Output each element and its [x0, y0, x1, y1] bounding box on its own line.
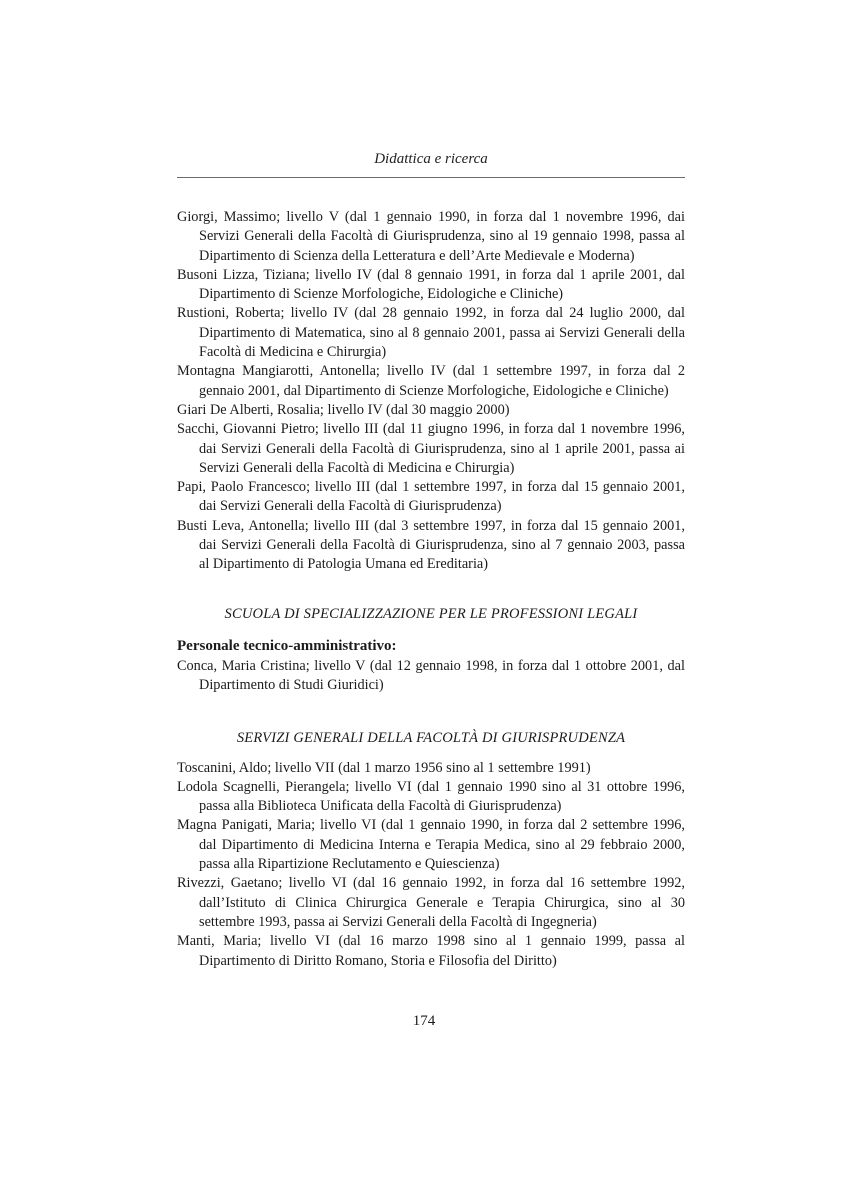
- personnel-list-main: [177, 208, 685, 575]
- personnel-entry: Giorgi, Massimo; livello V (dal 1 gennaio 1990, in forza dal 1 novembre 1996, dai Servizi Generali della Facoltà di Giurisprudenza, sino al 19 gennaio 1998, passa al Dipartimento di Scienza della Letteratura e dell’Arte Medievale e Moderna): [177, 209, 685, 264]
- personnel-list-servizi: [177, 759, 685, 971]
- personnel-list-scuola: [177, 637, 685, 696]
- personnel-entry: Lodola Scagnelli, Pierangela; livello VI (dal 1 gennaio 1990 sino al 31 ottobre 1996, passa alla Biblioteca Unificata della Facoltà di Giurisprudenza): [177, 778, 685, 815]
- personnel-entry: Toscanini, Aldo; livello VII (dal 1 marzo 1956 sino al 1 settembre 1991): [177, 759, 591, 776]
- page-number: 174: [412, 1013, 436, 1029]
- personnel-entry: Papi, Paolo Francesco; livello III (dal 1 settembre 1997, in forza dal 15 gennaio 2001, dai Servizi Generali della Facoltà di Giurisprudenza): [177, 479, 685, 515]
- personnel-entry: Busoni Lizza, Tiziana; livello IV (dal 8 gennaio 1991, in forza dal 1 aprile 2001, dal Dipartimento di Scienze Morfologiche, Eidologiche e Cliniche): [177, 266, 685, 303]
- personnel-entry: Busti Leva, Antonella; livello III (dal 3 settembre 1997, in forza dal 15 gennaio 2001, dai Servizi Generali della Facoltà di Giurisprudenza, sino al 7 gennaio 2003, passa al Dipartimento di Patologia Umana ed Ereditaria): [177, 517, 685, 573]
- header-rule: [177, 177, 685, 178]
- subsection-heading-personale: Personale tecnico-amministrativo:: [177, 637, 397, 654]
- personnel-entry: Magna Panigati, Maria; livello VI (dal 1 gennaio 1990, in forza dal 2 settembre 1996, dal Dipartimento di Medicina Interna e Terapia Medica, sino al 29 febbraio 2000, passa alla Ripartizione Reclutamento e Quiescienza): [177, 817, 685, 873]
- personnel-entry: Montagna Mangiarotti, Antonella; livello IV (dal 1 settembre 1997, in forza dal 2 gennaio 2001, dal Dipartimento di Scienze Morfologiche, Eidologiche e Cliniche): [177, 363, 685, 399]
- personnel-entry: Sacchi, Giovanni Pietro; livello III (dal 11 giugno 1996, in forza dal 1 novembre 1996, dai Servizi Generali della Facoltà di Giurisprudenza, sino al 1 aprile 2001, passa ai Servizi Generali della Facoltà di Medicina e Chirurgia): [177, 421, 685, 476]
- personnel-entry: Manti, Maria; livello VI (dal 16 marzo 1998 sino al 1 gennaio 1999, passa al Dipartimento di Diritto Romano, Storia e Filosofia del Diritto): [177, 933, 685, 969]
- personnel-entry: Rustioni, Roberta; livello IV (dal 28 gennaio 1992, in forza dal 24 luglio 2000, dal Dipartimento di Matematica, sino al 8 gennaio 2001, passa ai Servizi Generali della Facoltà di Medicina e Chirurgia): [177, 305, 685, 361]
- personnel-entry: Conca, Maria Cristina; livello V (dal 12 gennaio 1998, in forza dal 1 ottobre 2001, dal Dipartimento di Studi Giuridici): [177, 657, 685, 694]
- section-heading-scuola-specializzazione: SCUOLA DI SPECIALIZZAZIONE PER LE PROFESSIONI LEGALI: [224, 605, 638, 622]
- personnel-entry: Rivezzi, Gaetano; livello VI (dal 16 gennaio 1992, in forza dal 16 settembre 1992, dall’Istituto di Clinica Chirurgica Generale e Terapia Chirurgica, sino al 30 settembre 1993, passa ai Servizi Generali della Facoltà di Ingegneria): [177, 875, 685, 930]
- section-heading-servizi-generali: SERVIZI GENERALI DELLA FACOLTÀ DI GIURISPRUDENZA: [236, 729, 626, 746]
- personnel-entry: Giari De Alberti, Rosalia; livello IV (dal 30 maggio 2000): [177, 401, 510, 418]
- running-head: Didattica e ricerca: [374, 151, 488, 167]
- page-content: [177, 150, 685, 971]
